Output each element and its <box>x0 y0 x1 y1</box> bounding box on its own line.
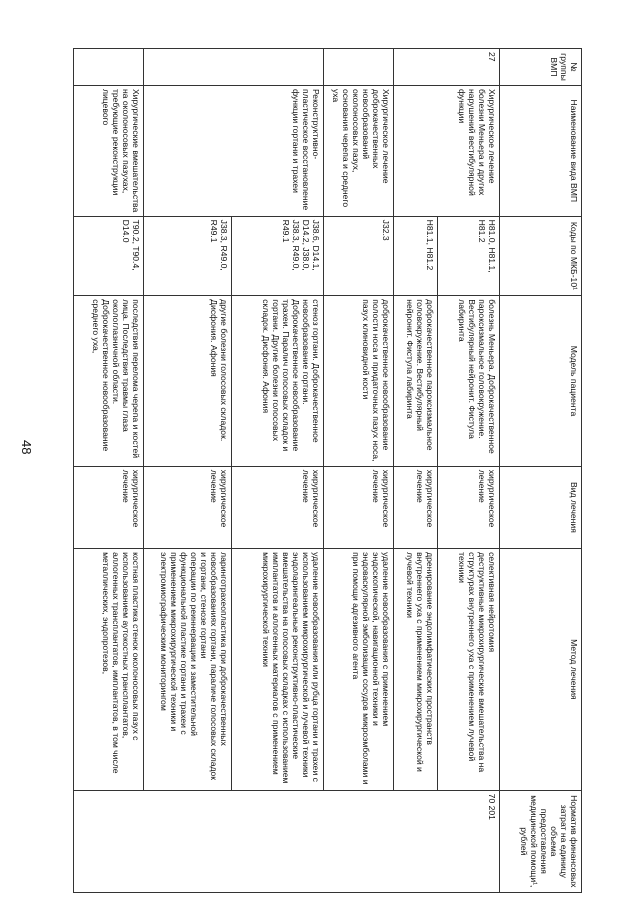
method-line: эндоларингеальные реконструктивно-пластические вмешательства на голосовых складках с использованием имплантатов и аллогенных материалов с применением микрохирургической техники <box>261 552 301 784</box>
method-line: деструктивные микрохирургические вмешательства на структурах внутреннего уха с применением лучевой техники <box>457 552 487 773</box>
header-row <box>500 49 582 893</box>
cell-name: Хирургические вмешательства на околоносовых пазухах, требующие реконструкции лицевого <box>74 85 144 216</box>
header-model: Модель пациента <box>500 296 582 467</box>
header-type: Вид лечения <box>500 466 582 548</box>
cell-method <box>144 549 232 791</box>
page-number: 48 <box>19 440 34 455</box>
cell-codes: J32.3 <box>324 216 394 296</box>
method-line: костная пластика стенок околоносовых пазух с использованием аутокостных трансплантатов, аллогенных трансплантатов, имплантатов, в том числе металлических, эндопротезов, <box>101 552 141 774</box>
cell-method <box>438 549 500 791</box>
table-row <box>324 49 394 893</box>
header-norm: Норматив финансовых затрат на единицу объема предоставления медицинской помощи¹, рублей <box>500 790 582 892</box>
cell-model: доброкачественное пароксизмальное головокружение. Вестибулярный нейронит. Фистула лабиринта <box>394 296 438 467</box>
cell-name: Реконструктивно-пластическое восстановление функции гортани и трахеи <box>144 85 324 216</box>
cell-model: другие болезни голосовых складок. Дисфония. Афония <box>144 296 232 467</box>
method-line: селективная нейротомия <box>487 552 497 653</box>
cell-num <box>144 49 324 86</box>
cell-type: хирургическое лечение <box>324 466 394 548</box>
table-row <box>232 49 324 893</box>
cell-method <box>232 549 324 791</box>
cell-type: хирургическое лечение <box>438 466 500 548</box>
header-codes: Коды по МКБ-10¹ <box>500 216 582 296</box>
method-line: удаление новообразования или рубца гортани и трахеи с использованием микрохирургической и лучевой техники <box>301 552 321 782</box>
cell-codes: H81.0, H81.1, H81.2 <box>438 216 500 296</box>
method-line: дренирование эндолимфатических пространств внутреннего уха с применением микрохирургической и лучевой техники <box>405 552 435 772</box>
cell-type: хирургическое лечение <box>74 466 144 548</box>
cell-type: хирургическое лечение <box>144 466 232 548</box>
cell-codes: J38.6, D14.1, D14.2, J38.0, J38.3, R49.0, R49.1 <box>232 216 324 296</box>
rotated-table-container <box>74 48 582 893</box>
method-line: операции по реиннервации и заместительной функциональной пластике гортани и трахеи с применением микрохирургической техники и электромиографическим мониторингом <box>159 552 199 736</box>
table-row <box>74 49 144 893</box>
header-name: Наименование вида ВМП <box>500 85 582 216</box>
vmp-table <box>73 48 582 893</box>
cell-num <box>74 49 144 86</box>
cell-model: доброкачественное новообразование полости носа и придаточных пазух носа, пазух клиновидной кости <box>324 296 394 467</box>
cell-num <box>324 49 394 86</box>
header-method: Метод лечения <box>500 549 582 791</box>
cell-name: Хирургическое лечение доброкачественных новообразований околоносовых пазух, основания черепа и среднего уха <box>324 85 394 216</box>
cell-method <box>394 549 438 791</box>
cell-type: хирургическое лечение <box>394 466 438 548</box>
cell-name: Хирургическое лечение болезни Меньера и других нарушений вестибулярной функции <box>394 85 500 216</box>
method-line: удаление новообразования с применением эндоскопической, навигационной техники и эндоваскулярной эмболизации сосудов микроэмболами и при помощи адгезивного агента <box>351 552 391 785</box>
table-row <box>438 49 500 893</box>
cell-method <box>74 549 144 791</box>
cell-model: болезнь Меньера. Доброкачественное пароксизмальное головокружение. Вестибулярный нейронит. Фистула лабиринта <box>438 296 500 467</box>
cell-type: хирургическое лечение <box>232 466 324 548</box>
cell-codes: T90.2, T90.4, D14.0 <box>74 216 144 296</box>
cell-model: стеноз гортани. Доброкачественное новообразование гортани. Доброкачественное новообразование трахеи. Паралич голосовых складок и гортани. Другие болезни голосовых складок. Дисфония. Афония <box>232 296 324 467</box>
cell-codes: H81.1, H81.2 <box>394 216 438 296</box>
header-num: № группы ВМП <box>500 49 582 86</box>
cell-codes: J38.3, R49.0, R49.1 <box>144 216 232 296</box>
cell-model: последствия перелома черепа и костей лица. Последствия травмы глаза окологлазничной области. Доброкачественное новообразование среднего уха, <box>74 296 144 467</box>
cell-num: 27 <box>394 49 500 86</box>
cell-norm: 70 201 <box>74 790 500 892</box>
method-line: ларинготрахеопластика при доброкачественных новообразованиях гортани, параличе голосовых складок и гортани, стенозе гортани <box>199 552 229 781</box>
cell-method <box>324 549 394 791</box>
